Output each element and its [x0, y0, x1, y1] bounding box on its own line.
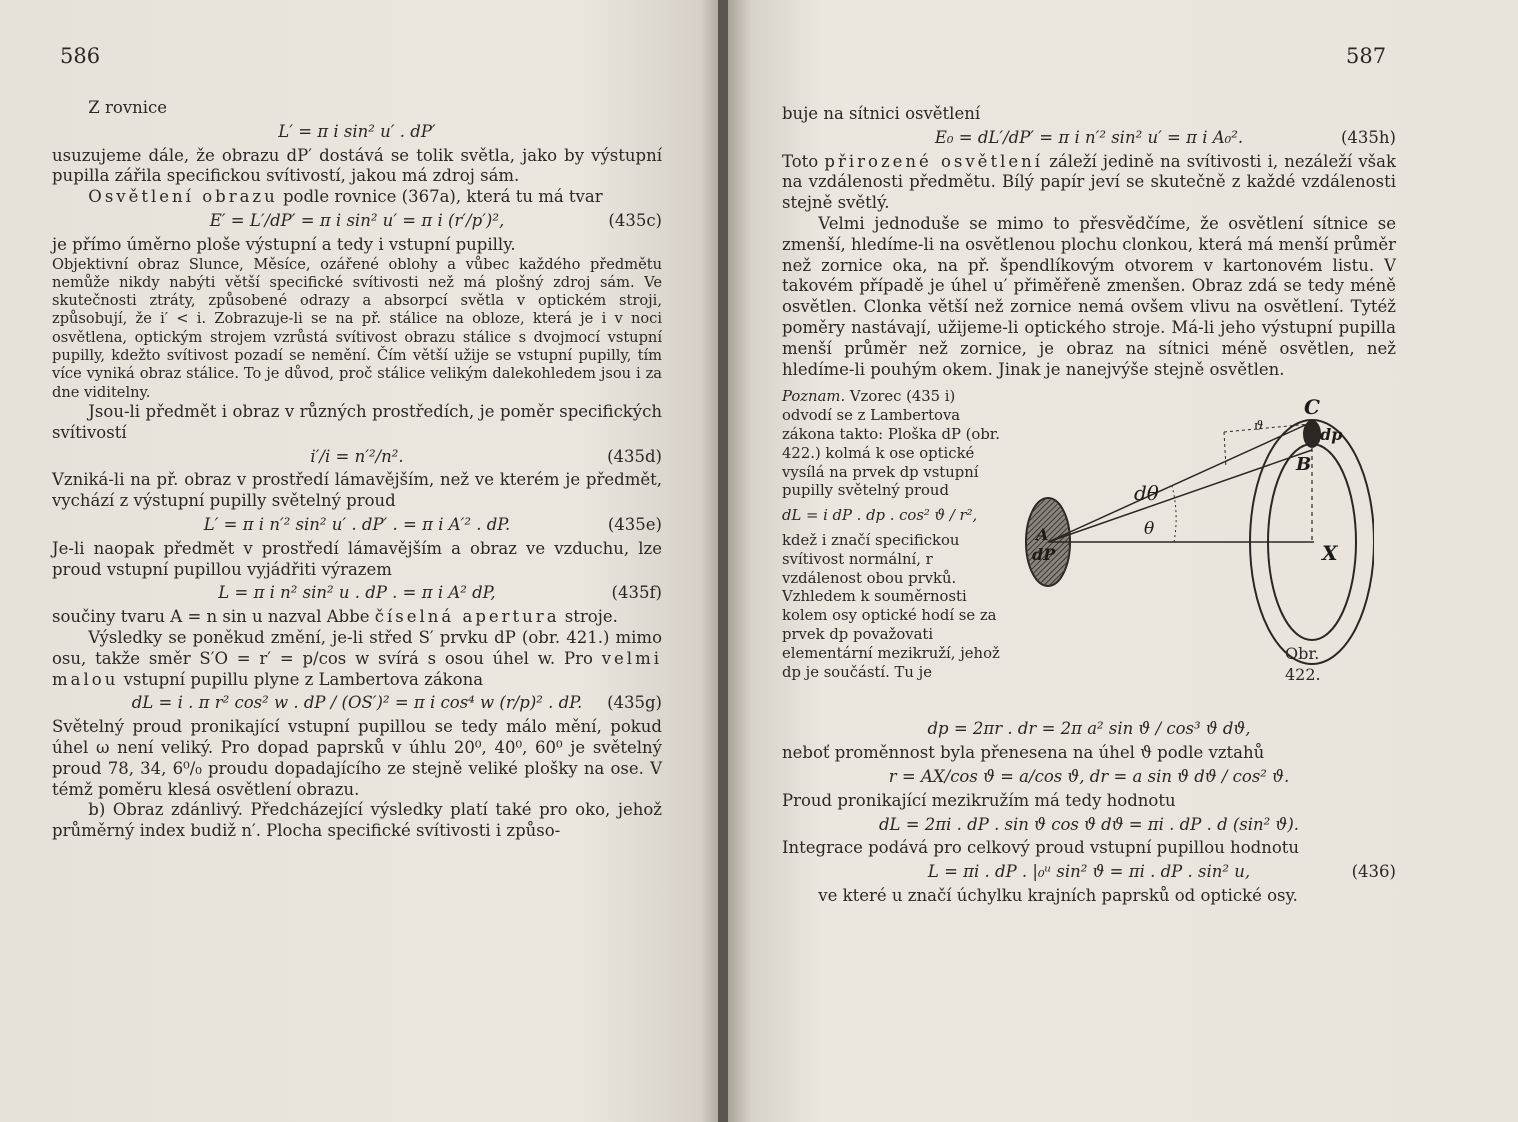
- note-label: Poznam.: [782, 388, 846, 406]
- label-A: A: [1036, 525, 1049, 545]
- equation-number: (436): [1351, 862, 1396, 882]
- equation-text: dp = 2πr . dr = 2π a² sin ϑ / cos³ ϑ dϑ,: [927, 719, 1251, 739]
- paragraph-text: je přímo úměrno ploše výstupní a tedy i vstupní pupilly.: [52, 234, 516, 254]
- equation-number: (435f): [611, 583, 662, 603]
- paragraph: [782, 104, 1396, 125]
- label-dp: dp: [1320, 425, 1343, 445]
- equation-number: (435d): [607, 446, 662, 466]
- equation: [782, 719, 1396, 740]
- equation: [782, 815, 1396, 836]
- paragraph-text: Z rovnice: [88, 98, 168, 117]
- label-theta: θ: [1144, 519, 1155, 540]
- equation-text: dL = i . π r² cos² w . dP / (OS′)² = π i cos⁴ w (r/p)² . dP.: [131, 693, 583, 713]
- paragraph-text: Velmi jednoduše se mimo to přesvědčíme, že osvětlení sítnice se zmenší, hledíme-li na osvětlenou plochu clonkou, která má menší průměr než zornice oka, na př. špendlíkovým otvorem v kartonovém listu. V takovém případě je úhel u′ přiměřeně zmenšen. Obraz zdá se tedy méně osvětlen. Clonka větší než zornice nemá ovšem vlivu na osvětlení. Tytéž poměry nastávají, užijeme-li optického stroje. Má-li jeho výstupní pupilla menší průměr než zornice, je obraz na sítnici méně osvětlen, než hledíme-li pouhým okem. Jinak je nanejvýše stejně osvětlen.: [782, 213, 1396, 379]
- label-B: B: [1296, 454, 1312, 476]
- page-number-right: 587: [1346, 44, 1387, 68]
- equation-text: r = AX/cos ϑ = a/cos ϑ, dr = a sin ϑ dϑ / cos² ϑ.: [888, 766, 1290, 786]
- label-X: X: [1322, 541, 1338, 566]
- figure-caption: Obr. 422.: [1285, 644, 1321, 685]
- note-after: kdež i značí specifickou svítivost normální, r vzdálenost obou prvků. Vzhledem k souměrnosti kolem osy optické hodí se za prvek dp považovati elementární mezikruží, jehož dp je součástí. Tu je: [782, 531, 1000, 681]
- paragraph-tail: stroje.: [559, 607, 618, 627]
- label-dtheta: dθ: [1134, 481, 1159, 506]
- paragraph: [52, 187, 662, 208]
- equation-text: L = π i n² sin² u . dP . = π i A² dP,: [218, 583, 496, 603]
- paragraph: [782, 743, 1396, 764]
- paragraph: [52, 98, 662, 119]
- equation: [782, 767, 1396, 788]
- paragraph-text: usuzujeme dále, že obrazu dP′ dostává se tolik světla, jako by výstupní pupilla zářila specifickou svítivostí, jakou má zdroj sám.: [52, 145, 662, 186]
- equation-number: (435h): [1341, 127, 1396, 147]
- equation-text: L′ = π i sin² u′ . dP′: [278, 121, 436, 141]
- label-dP: dP: [1032, 545, 1056, 565]
- equation: [52, 515, 662, 536]
- paragraph: [782, 886, 1396, 907]
- equation-text: dL = 2πi . dP . sin ϑ cos ϑ dϑ = πi . dP . d (sin² ϑ).: [878, 814, 1300, 834]
- equation: [52, 447, 662, 468]
- paragraph-text: Světelný proud pronikající vstupní pupillou se tedy málo mění, pokud úhel ω není veliký. Pro dopad paprsků v úhlu 20⁰, 40⁰, 60⁰ je světelný proud 78, 34, 6⁰/₀ proudu dopadajícího ze stejně veliké plošky na ose. V témž poměru klesá osvětlení obrazu.: [52, 717, 662, 799]
- right-page-bottom-text: [782, 719, 1396, 906]
- paragraph: [52, 628, 662, 690]
- right-page-top-text: [782, 104, 1396, 380]
- ray-upper: [1048, 422, 1312, 542]
- figure-422: [1014, 394, 1374, 684]
- paragraph-text: buje na sítnici osvětlení: [782, 104, 981, 123]
- paragraph-text: součiny tvaru A = n sin u nazval Abbe: [52, 607, 375, 627]
- equation-text: E₀ = dL′/dP′ = π i n′² sin² u′ = π i A₀².: [934, 127, 1244, 147]
- paragraph-text: Vzniká-li na př. obraz v prostředí lámavějším, než ve kterém je předmět, vychází z výstupní pupilly světelný proud: [52, 470, 662, 511]
- paragraph-text: Toto: [782, 151, 825, 171]
- angle-arc: [1172, 486, 1176, 542]
- paragraph-text: podle rovnice (367a), která tu má tvar: [277, 187, 603, 207]
- paragraph: [52, 607, 662, 628]
- left-page: [0, 0, 722, 1122]
- equation: [52, 211, 662, 232]
- note-text: [782, 388, 1008, 682]
- paragraph: [782, 214, 1396, 380]
- paragraph-tail: vstupní pupillu plyne z Lambertova zákona: [118, 669, 484, 689]
- equation-text: L = πi . dP . |₀ᵘ sin² ϑ = πi . dP . sin² u,: [927, 862, 1251, 882]
- equation-text: E′ = L′/dP′ = π i sin² u′ = π i (r′/p′)²,: [209, 210, 505, 230]
- note-section: [782, 388, 1396, 716]
- paragraph: [52, 235, 662, 256]
- paragraph-text: b) Obraz zdánlivý. Předcházející výsledky platí také pro oko, jehož průměrný index budiž n′. Plocha specifické svítivosti i způso-: [52, 800, 662, 841]
- paragraph: [782, 152, 1396, 214]
- paragraph-text: Je-li naopak předmět v prostředí lámavějším a obraz ve vzduchu, lze proud vstupní pupillou vyjádřiti výrazem: [52, 538, 662, 579]
- spaced-emphasis: přirozené osvětlení: [824, 151, 1044, 171]
- equation-text: i′/i = n′²/n².: [310, 446, 404, 466]
- equation: [52, 122, 662, 143]
- paragraph-text: Jsou-li předmět i obraz v různých prostředích, je poměr specifických svítivostí: [52, 401, 662, 442]
- equation: [782, 862, 1396, 883]
- paragraph: [52, 402, 662, 444]
- note-formula: dL = i dP . dp . cos² ϑ / r²,: [782, 507, 978, 525]
- paragraph-text: ve které u značí úchylku krajních paprsků od optické osy.: [818, 885, 1298, 905]
- paragraph-text: Integrace podává pro celkový proud vstupní pupillou hodnotu: [782, 838, 1300, 858]
- paragraph-text: neboť proměnnost byla přenesena na úhel ϑ podle vztahů: [782, 743, 1265, 763]
- label-C: C: [1304, 395, 1320, 420]
- left-page-text: [52, 98, 662, 842]
- paragraph-tail: záleží jedině na svítivosti i, nezáleží však na vzdálenosti předmětu. Bílý papír jeví se skutečně z každé vzdálenosti stejně světlý.: [782, 151, 1396, 213]
- spaced-emphasis: číselná apertura: [374, 607, 560, 627]
- equation-number: (435c): [608, 210, 662, 230]
- equation-number: (435g): [607, 693, 662, 713]
- label-small-theta: ϑ: [1254, 419, 1264, 435]
- spaced-emphasis: velmi malou: [52, 648, 662, 689]
- equation: [52, 693, 662, 714]
- note-intro: Vzorec (435 i) odvodí se z Lambertova zákona takto: Ploška dP (obr. 422.) kolmá k ose optické vysílá na prvek dp vstupní pupilly světelný proud: [782, 388, 1000, 500]
- paragraph: [52, 717, 662, 800]
- equation-number: (435e): [607, 514, 662, 534]
- spaced-emphasis: Osvětlení obrazu: [88, 187, 278, 207]
- paragraph: [52, 539, 662, 581]
- right-page: [728, 0, 1518, 1122]
- equation: [782, 128, 1396, 149]
- paragraph: [52, 470, 662, 512]
- paragraph-text: Objektivní obraz Slunce, Měsíce, ozářené oblohy a vůbec každého předmětu nemůže nikdy nabýti větší specifické svítivosti než má plošný zdroj sám. Ve skutečnosti ztráty, způsobené odrazy a absorpcí světla v optickém stroji, způsobují, že i′ < i. Zobrazuje-li se na př. stálice na obloze, která je i v noci osvětlena, optickým strojem vzrůstá svítivost obrazu stálice s dvojmocí vstupní pupilly, kdežto svítivost pozadí se nemění. Čím větší užije se vstupní pupilly, tím více vyniká obraz stálice. To je důvod, proč stálice velikým dalekohledem jsou i za dne viditelny.: [52, 255, 662, 401]
- right-page-text: [782, 104, 1396, 907]
- paragraph: [52, 146, 662, 188]
- small-print-paragraph: [52, 256, 662, 402]
- paragraph-text: Výsledky se poněkud změní, je-li střed S′ prvku dP (obr. 421.) mimo osu, takže směr S′O = r′ = p/cos w svírá s osou úhel w. Pro: [52, 627, 662, 668]
- equation-text: L′ = π i n′² sin² u′ . dP′ . = π i A′² . dP.: [203, 514, 511, 534]
- paragraph: [782, 838, 1396, 859]
- paragraph: [52, 800, 662, 842]
- page-number-left: 586: [60, 44, 101, 68]
- equation: [52, 583, 662, 604]
- paragraph-text: Proud pronikající mezikružím má tedy hodnotu: [782, 790, 1176, 810]
- paragraph: [782, 791, 1396, 812]
